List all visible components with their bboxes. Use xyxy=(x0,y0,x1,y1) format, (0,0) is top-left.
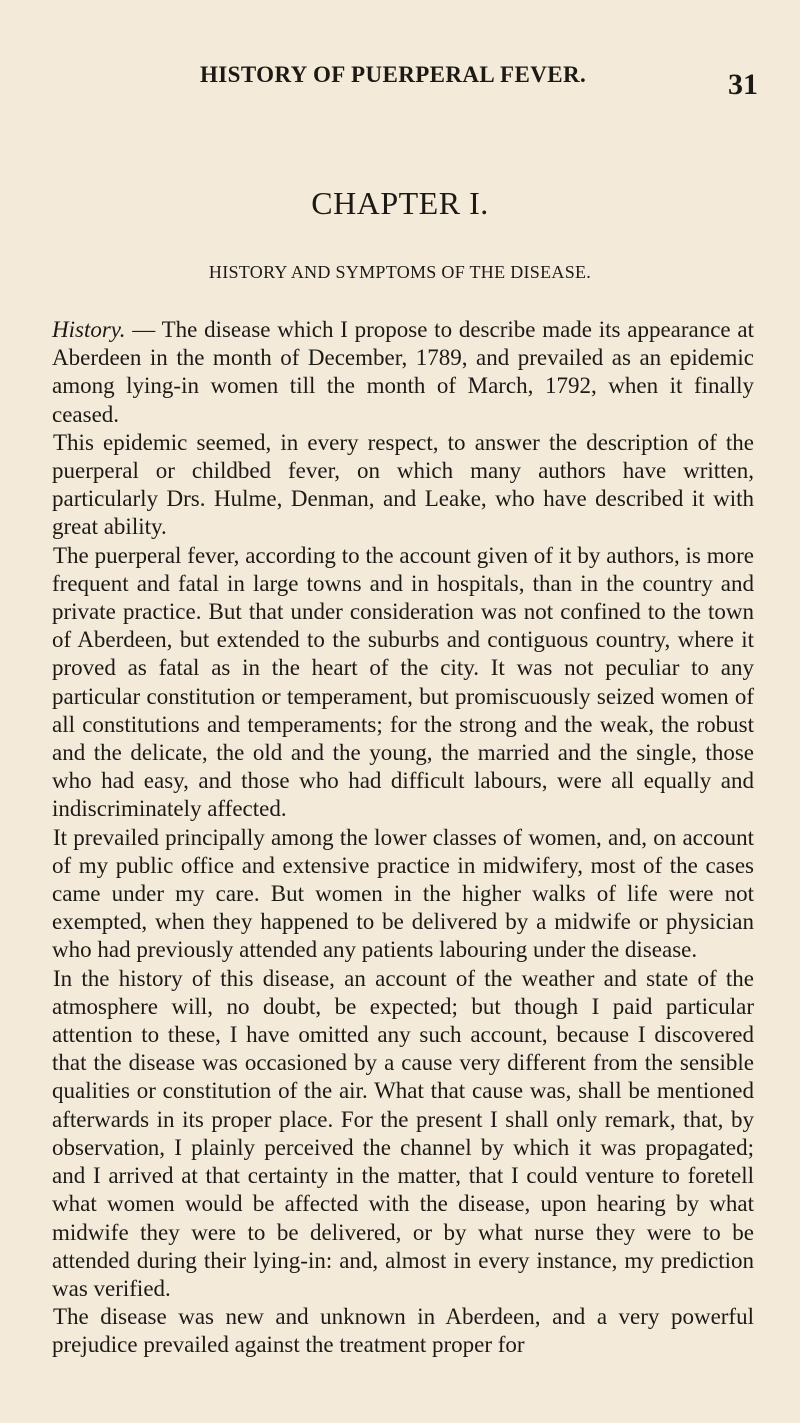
paragraph-4: It prevailed principally among the lower classes of women, and, on account of my public office and extensive practice in midwifery, most of the cases came under my care. But women in the higher walks of life were not exempted, when they happened to be delivered by a midwife or physician who had previously attended any patients labouring under the disease. xyxy=(52,824,754,963)
lead-dash: — xyxy=(125,317,162,342)
paragraph-1-text: The disease which I propose to describe made its appearance at Aberdeen in the month of December, 1789, and prevailed as an epidemic among lying-in women till the month of March, 1792, when it finally ceased. xyxy=(52,317,754,427)
body-text xyxy=(52,316,754,1360)
section-lead-in: History. xyxy=(52,317,126,342)
page-number: 31 xyxy=(728,68,758,101)
running-head xyxy=(40,62,764,102)
paragraph-6: The disease was new and unknown in Aberdeen, and a very powerful prejudice prevailed against the treatment proper for xyxy=(52,1304,754,1358)
paragraph-5: In the history of this disease, an account of the weather and state of the atmosphere will, no doubt, be expected; but though I paid particular attention to these, I have omitted any such account, because I discovered that the disease was occasioned by a cause very different from the sensible qualities or constitution of the air. What that cause was, shall be mentioned afterwards in its proper place. For the present I shall only remark, that, by observation, I plainly perceived the channel by which it was propagated; and I arrived at that certainty in the matter, that I could venture to foretell what women would be affected with the disease, upon hearing by what midwife they were to be delivered, or by what nurse they were to be attended during their lying-in: and, almost in every instance, my prediction was verified. xyxy=(52,965,754,1301)
paragraph-1 xyxy=(52,316,754,429)
chapter-heading: CHAPTER I. xyxy=(311,185,489,221)
paragraph-3: The puerperal fever, according to the account given of it by authors, is more frequent and fatal in large towns and in hospitals, than in the country and private practice. But that under consideration was not confined to the town of Aberdeen, but extended to the suburbs and contiguous country, where it proved as fatal as in the heart of the city. It was not peculiar to any particular constitution or temperament, but promiscuously seized women of all constitutions and temperaments; for the strong and the weak, the robust and the delicate, the old and the young, the married and the single, those who had easy, and those who had difficult labours, were all equally and indiscriminately affected. xyxy=(52,542,754,822)
chapter-subtitle: HISTORY AND SYMPTOMS OF THE DISEASE. xyxy=(208,262,592,282)
running-title: HISTORY OF PUERPERAL FEVER. xyxy=(200,62,587,87)
paragraph-2: This epidemic seemed, in every respect, to answer the description of the puerperal or childbed fever, on which many authors have written, particularly Drs. Hulme, Denman, and Leake, who have described it with great ability. xyxy=(52,429,754,540)
